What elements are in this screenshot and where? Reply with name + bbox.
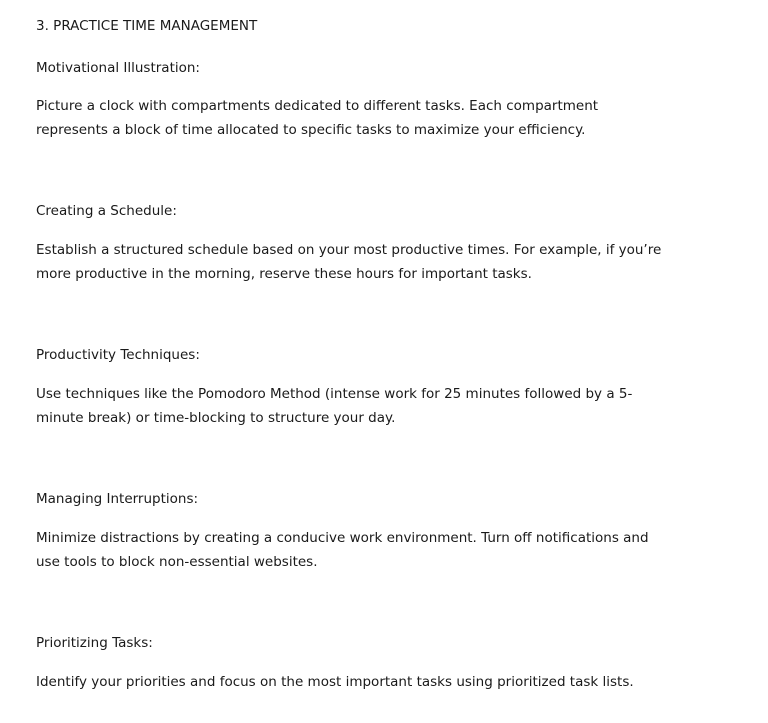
section-text-line: Use techniques like the Pomodoro Method (intense work for 25 minutes followed by a 5- xyxy=(36,386,633,402)
section-text-line: Minimize distractions by creating a conducive work environment. Turn off notifications and xyxy=(36,530,649,546)
section-heading-prioritizing-tasks: Prioritizing Tasks: xyxy=(36,635,153,651)
section-heading-productivity-techniques: Productivity Techniques: xyxy=(36,347,200,363)
section-heading-creating-schedule: Creating a Schedule: xyxy=(36,203,177,219)
section-text-line: use tools to block non-essential websites. xyxy=(36,554,318,570)
section-text-line: Picture a clock with compartments dedicated to different tasks. Each compartment xyxy=(36,98,599,114)
section-text-line: represents a block of time allocated to specific tasks to maximize your efficiency. xyxy=(36,122,586,138)
section-text-line: Identify your priorities and focus on the most important tasks using prioritized task lists. xyxy=(36,674,634,690)
document-title: 3. PRACTICE TIME MANAGEMENT xyxy=(36,18,258,34)
section-text-line: more productive in the morning, reserve these hours for important tasks. xyxy=(36,266,532,282)
section-text-line: minute break) or time-blocking to structure your day. xyxy=(36,410,396,426)
section-heading-motivational-illustration: Motivational Illustration: xyxy=(36,60,200,76)
section-heading-managing-interruptions: Managing Interruptions: xyxy=(36,491,199,507)
section-text-line: Establish a structured schedule based on your most productive times. For example, if you’re xyxy=(36,242,662,258)
